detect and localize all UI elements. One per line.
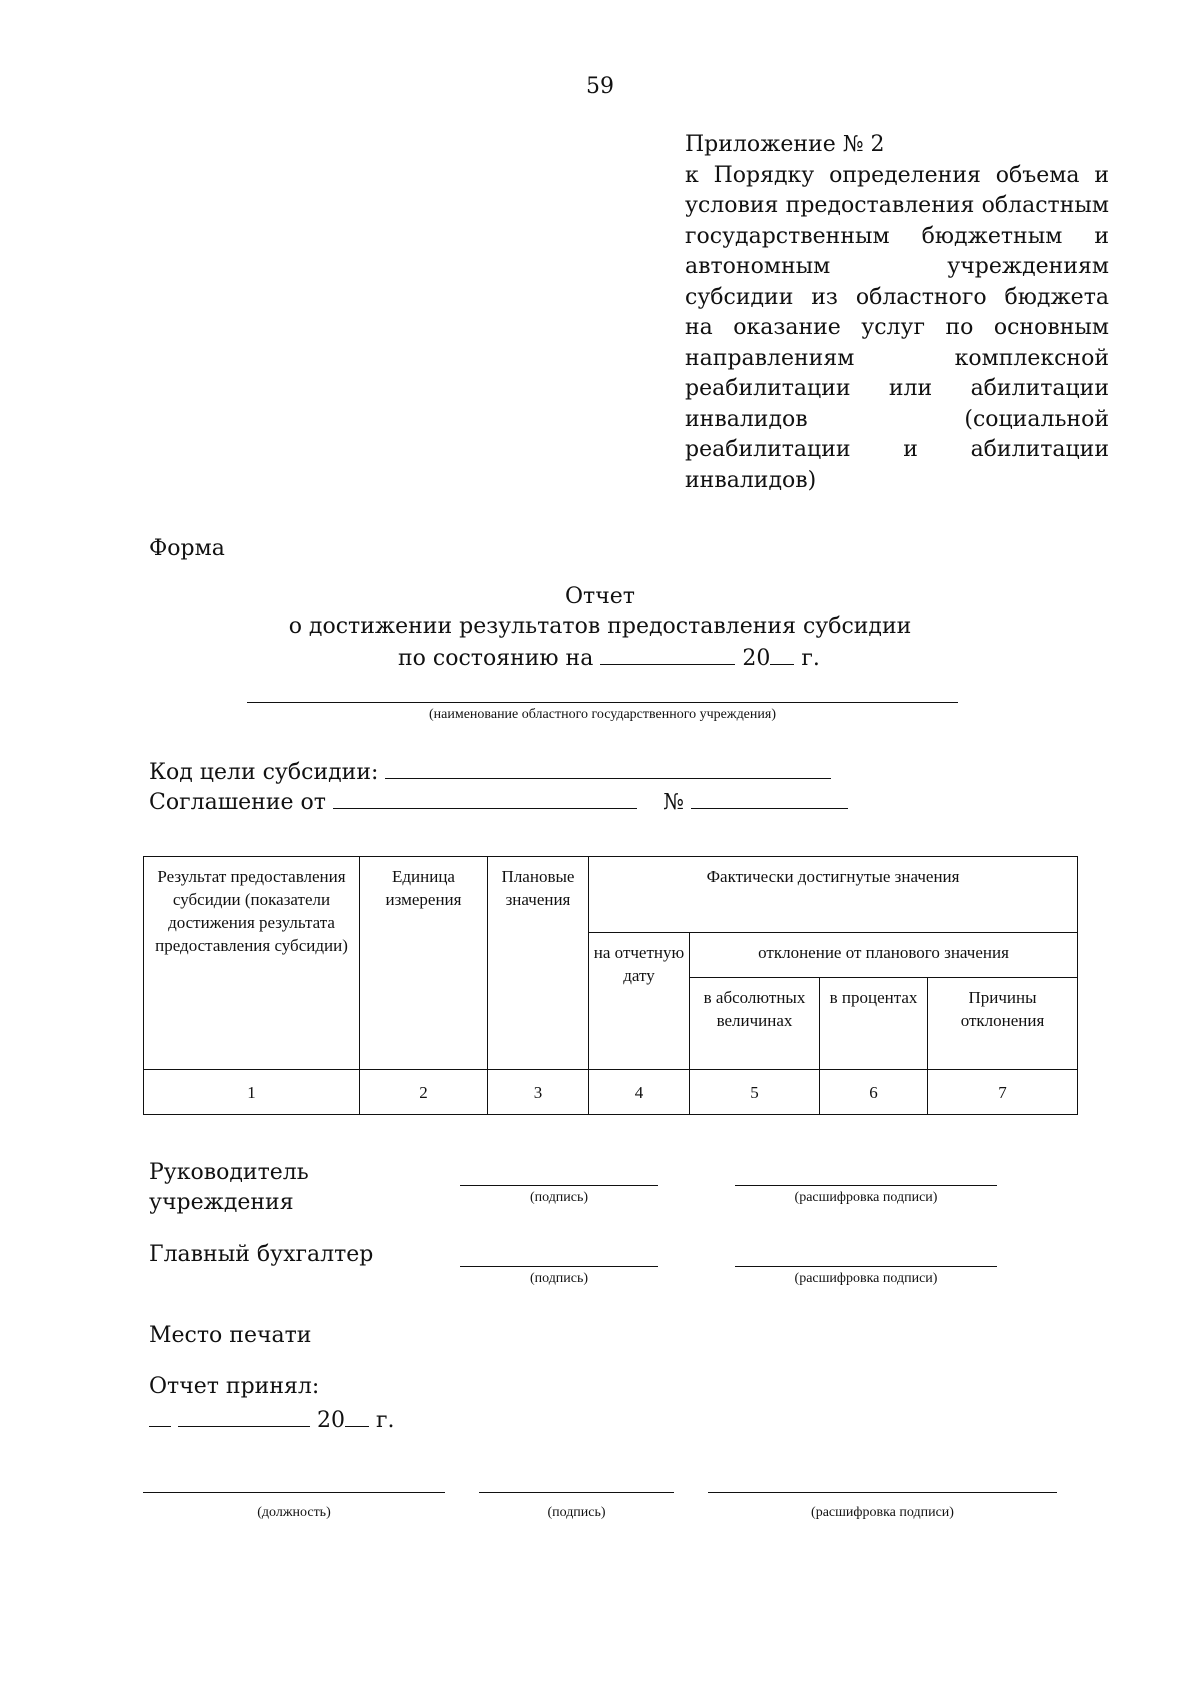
agreement-label: Соглашение от [149, 790, 326, 815]
accountant-decryption-field[interactable] [735, 1266, 997, 1267]
col-number: 3 [488, 1070, 589, 1115]
report-date-prefix: по состоянию на [398, 646, 594, 671]
header-actual-group: Фактически достигнутые значения [589, 857, 1078, 933]
report-date-line [398, 642, 820, 674]
accepted-label: Отчет принял: [149, 1374, 320, 1399]
accepted-year-field[interactable] [345, 1404, 369, 1427]
accepted-decryption-caption: (расшифровка подписи) [811, 1505, 954, 1520]
accepted-signature-field[interactable] [479, 1492, 674, 1493]
agreement-number-sign: № [663, 790, 684, 815]
col-number: 6 [820, 1070, 928, 1115]
header-planned: Плановые значения [488, 857, 589, 1070]
header-absolute: в абсолютных величинах [690, 978, 820, 1070]
accountant-decryption-caption: (расшифровка подписи) [794, 1271, 938, 1286]
appendix-header [685, 130, 1109, 496]
report-year-prefix: 20 [742, 646, 771, 671]
accountant-label: Главный бухгалтер [149, 1242, 374, 1267]
head-label: Руководитель учреждения [149, 1160, 309, 1215]
institution-caption: (наименование областного государственного учреждения) [429, 707, 776, 722]
form-label: Форма [149, 536, 225, 561]
head-signature-caption: (подпись) [529, 1190, 589, 1205]
header-deviation-group: отклонение от планового значения [690, 933, 1078, 978]
goal-code-line [149, 756, 831, 788]
goal-code-field[interactable] [385, 756, 831, 779]
accountant-signature-caption: (подпись) [529, 1271, 589, 1286]
accepted-year-suffix: г. [376, 1408, 395, 1433]
appendix-body: к Порядку определения объема и условия предоставления областным государственным бюджетным и автономным учреждениям субсидии из областного бюджета на оказание услуг по основным направлениям комплексной реабилитации или абилитации инвалидов (социальной реабилитации и абилитации инвалидов) [685, 162, 1109, 493]
accountant-signature-field[interactable] [460, 1266, 658, 1267]
header-percent: в процентах [820, 978, 928, 1070]
report-year-field[interactable] [770, 642, 794, 665]
accepted-position-field[interactable] [143, 1492, 445, 1493]
report-title: Отчет [565, 584, 635, 609]
stamp-label: Место печати [149, 1323, 312, 1348]
accepted-date-line [149, 1404, 395, 1436]
head-decryption-caption: (расшифровка подписи) [794, 1190, 938, 1205]
report-year-suffix: г. [801, 646, 820, 671]
header-unit: Единица измерения [360, 857, 488, 1070]
accepted-month-field[interactable] [178, 1404, 310, 1427]
institution-name-field[interactable] [247, 702, 958, 703]
report-date-field[interactable] [600, 642, 735, 665]
col-number: 5 [690, 1070, 820, 1115]
col-number: 4 [589, 1070, 690, 1115]
col-number: 7 [928, 1070, 1078, 1115]
appendix-title: Приложение № 2 [685, 132, 885, 157]
goal-code-label: Код цели субсидии: [149, 760, 379, 785]
head-signature-field[interactable] [460, 1185, 658, 1186]
accepted-signature-caption: (подпись) [547, 1505, 606, 1520]
report-table [143, 856, 1078, 1115]
header-reporting-date: на отчетную дату [589, 933, 690, 1070]
agreement-date-field[interactable] [333, 786, 637, 809]
report-subtitle: о достижении результатов предоставления субсидии [288, 614, 912, 639]
head-decryption-field[interactable] [735, 1185, 997, 1186]
page-number: 59 [586, 74, 614, 99]
col-number: 2 [360, 1070, 488, 1115]
header-result: Результат предоставления субсидии (показатели достижения результата предоставления субсидии) [144, 857, 360, 1070]
col-number: 1 [144, 1070, 360, 1115]
accepted-decryption-field[interactable] [708, 1492, 1057, 1493]
accepted-year-prefix: 20 [317, 1408, 345, 1433]
agreement-number-field[interactable] [691, 786, 848, 809]
agreement-line [149, 786, 848, 818]
accepted-day-field[interactable] [149, 1404, 171, 1427]
accepted-position-caption: (должность) [257, 1505, 331, 1520]
header-reasons: Причины отклонения [928, 978, 1078, 1070]
